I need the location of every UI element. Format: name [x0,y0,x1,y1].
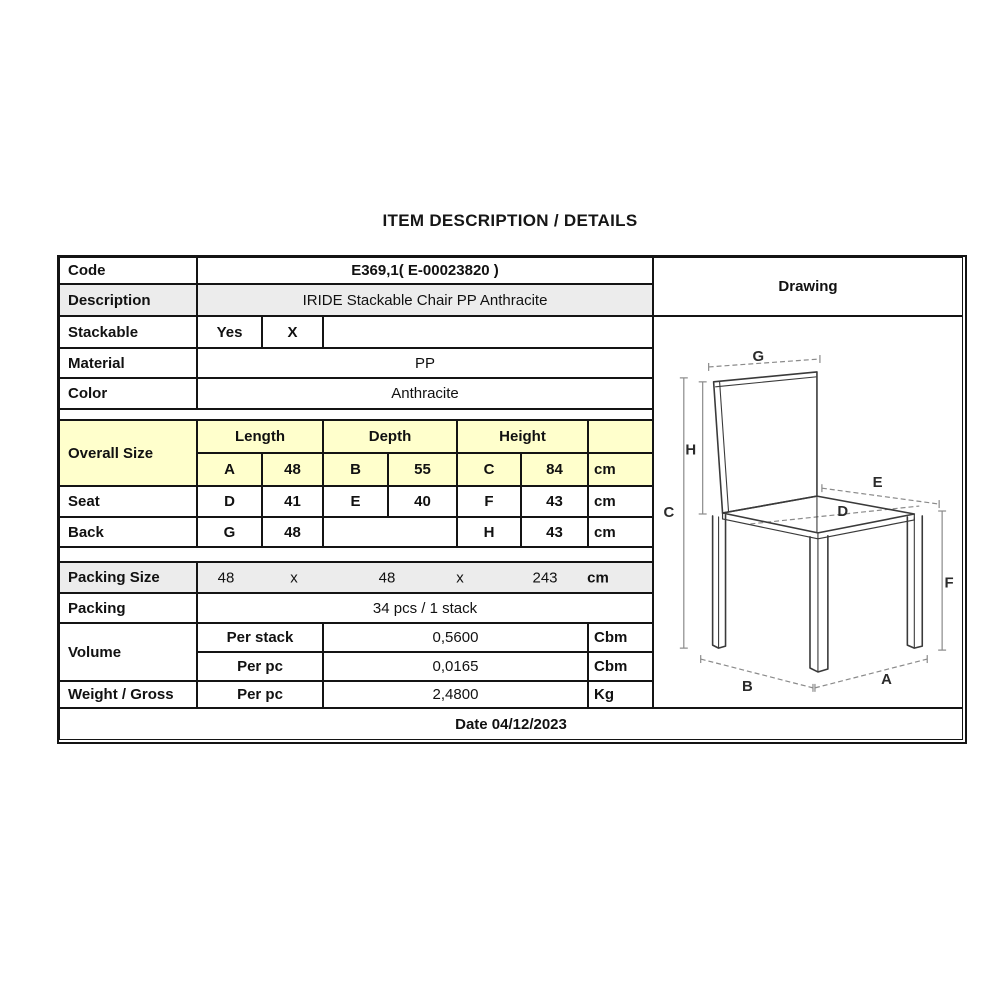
dim-label-f: F [944,575,954,592]
packing-size-v1: 48 [217,569,235,586]
volume-row2-unit: Cbm [588,652,653,681]
overall-size-header-depth: Depth [323,420,457,453]
overall-size-header-length: Length [197,420,323,453]
overall-size-val-c: 84 [521,453,588,486]
overall-size-key-c: C [457,453,521,486]
back-empty [323,517,457,547]
volume-row1-unit: Cbm [588,623,653,652]
back-key-g: G [197,517,262,547]
material-label: Material [59,348,197,378]
drawing-header: Drawing [653,257,963,316]
weight-value: 2,4800 [323,681,588,708]
seat-val-e: 40 [388,486,457,517]
seat-key-e: E [323,486,388,517]
overall-size-header-height: Height [457,420,588,453]
stackable-label: Stackable [59,316,197,348]
seat-label: Seat [59,486,197,517]
overall-size-val-b: 55 [388,453,457,486]
overall-size-header-empty [588,420,653,453]
drawing-area [653,316,963,708]
overall-size-label: Overall Size [59,420,197,486]
packing-label: Packing [59,593,197,623]
back-label: Back [59,517,197,547]
dim-label-c: C [663,504,675,521]
weight-unit: Kg [588,681,653,708]
weight-label: Weight / Gross [59,681,197,708]
seat-key-d: D [197,486,262,517]
dim-label-d: D [837,503,849,520]
stackable-yes: Yes [197,316,262,348]
spacer-row [59,409,653,420]
dim-label-b: B [742,678,753,695]
color-label: Color [59,378,197,409]
back-key-h: H [457,517,521,547]
packing-size-label: Packing Size [59,562,197,593]
seat-val-f: 43 [521,486,588,517]
spacer-row [59,547,653,562]
code-label: Code [59,257,197,284]
overall-size-unit: cm [588,453,653,486]
material-value: PP [197,348,653,378]
packing-size-x1: x [290,569,298,586]
packing-size-v2: 48 [378,569,396,586]
color-value: Anthracite [197,378,653,409]
volume-row1-key: Per stack [197,623,323,652]
stackable-empty [323,316,653,348]
weight-key: Per pc [197,681,323,708]
seat-val-d: 41 [262,486,323,517]
page-title: ITEM DESCRIPTION / DETAILS [382,211,638,230]
overall-size-key-a: A [197,453,262,486]
back-unit: cm [588,517,653,547]
date-row: Date 04/12/2023 [59,708,963,740]
overall-size-val-a: 48 [262,453,323,486]
packing-size-unit: cm [587,569,609,586]
dim-label-g: G [752,348,765,365]
seat-unit: cm [588,486,653,517]
packing-size-value [197,562,653,593]
back-val-h: 43 [521,517,588,547]
volume-row2-value: 0,0165 [323,652,588,681]
spec-table [57,255,967,744]
volume-label: Volume [59,623,197,681]
chair-drawing [654,317,962,708]
dim-label-e: E [872,475,883,492]
overall-size-key-b: B [323,453,388,486]
packing-size-x2: x [456,569,464,586]
back-val-g: 48 [262,517,323,547]
description-label: Description [59,284,197,316]
stackable-mark: X [262,316,323,348]
volume-row2-key: Per pc [197,652,323,681]
dim-label-h: H [685,442,697,459]
dim-label-a: A [881,671,892,688]
volume-row1-value: 0,5600 [323,623,588,652]
packing-size-v3: 243 [532,569,558,586]
description-value: IRIDE Stackable Chair PP Anthracite [197,284,653,316]
code-value: E369,1( E-00023820 ) [197,257,653,284]
seat-key-f: F [457,486,521,517]
packing-value: 34 pcs / 1 stack [197,593,653,623]
